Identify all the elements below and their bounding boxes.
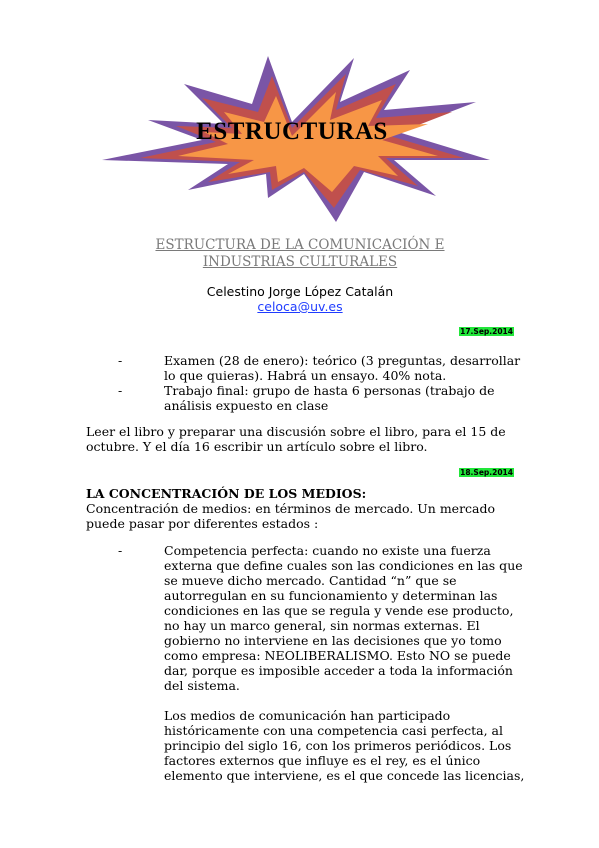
author-email-link[interactable]: celoca@uv.es <box>257 299 343 314</box>
section-intro <box>86 486 526 531</box>
banner-title: ESTRUCTURAS <box>196 118 388 145</box>
list-item-line: Examen (28 de enero): teórico (3 preguntas, desarrollar <box>164 353 521 368</box>
list-item <box>118 383 528 413</box>
reading-note <box>86 424 526 454</box>
list-item <box>118 543 528 783</box>
intro-line: puede pasar por diferentes estados : <box>86 516 319 531</box>
document-title-line-2: INDUSTRIAS CULTURALES <box>202 254 398 270</box>
list-item-line: gobierno no interviene en las decisiones que yo tomo <box>164 633 502 648</box>
bullet-dash: - <box>118 383 123 398</box>
bullet-dash: - <box>118 543 123 558</box>
reading-note-line: Leer el libro y preparar una discusión sobre el libro, para el 15 de <box>86 424 506 439</box>
list-item-line: del sistema. <box>164 678 240 693</box>
list-item-line: condiciones en las que se regula y vende ese producto, <box>164 603 514 618</box>
paragraph-line: históricamente con una competencia casi perfecta, al <box>164 723 503 738</box>
session2-list <box>118 543 528 783</box>
list-item-line: autorregulan en su funcionamiento y determinan las <box>164 588 498 603</box>
author-name: Celestino Jorge López Catalán <box>206 284 394 299</box>
document-title-line-1: ESTRUCTURA DE LA COMUNICACIÓN E <box>155 237 445 253</box>
list-item-line: análisis expuesto en clase <box>164 398 329 413</box>
list-item <box>118 353 528 383</box>
list-item-line: no hay un marco general, sin normas externas. El <box>164 618 480 633</box>
reading-note-line: octubre. Y el día 16 escribir un artículo sobre el libro. <box>86 439 428 454</box>
paragraph-line: Los medios de comunicación han participado <box>164 708 451 723</box>
date-badge-2: 18.Sep.2014 <box>460 468 513 477</box>
list-item-line: lo que quieras). Habrá un ensayo. 40% nota. <box>164 368 447 383</box>
paragraph-line: factores externos que influye es el rey, es el único <box>164 753 481 768</box>
document-title <box>100 237 500 271</box>
list-item-line: dar, porque es imposible acceder a toda la información <box>164 663 513 678</box>
list-item-line: Competencia perfecta: cuando no existe una fuerza <box>164 543 491 558</box>
session1-list <box>118 353 528 413</box>
list-item-line: Trabajo final: grupo de hasta 6 personas (trabajo de <box>164 383 495 398</box>
list-item-line: se mueve dicho mercado. Cantidad “n” que se <box>164 573 457 588</box>
bullet-dash: - <box>118 353 123 368</box>
list-item-line: externa que define cuales son las condiciones en las que <box>164 558 523 573</box>
paragraph-line: elemento que interviene, es el que concede las licencias, <box>164 768 525 783</box>
author-block <box>100 284 500 314</box>
intro-line: Concentración de medios: en términos de mercado. Un mercado <box>86 501 496 516</box>
paragraph-line: principio del siglo 16, con los primeros periódicos. Los <box>164 738 512 753</box>
list-item-line: como empresa: NEOLIBERALISMO. Esto NO se puede <box>164 648 511 663</box>
date-badge-1: 17.Sep.2014 <box>460 327 513 336</box>
section-heading: LA CONCENTRACIÓN DE LOS MEDIOS: <box>86 486 367 501</box>
